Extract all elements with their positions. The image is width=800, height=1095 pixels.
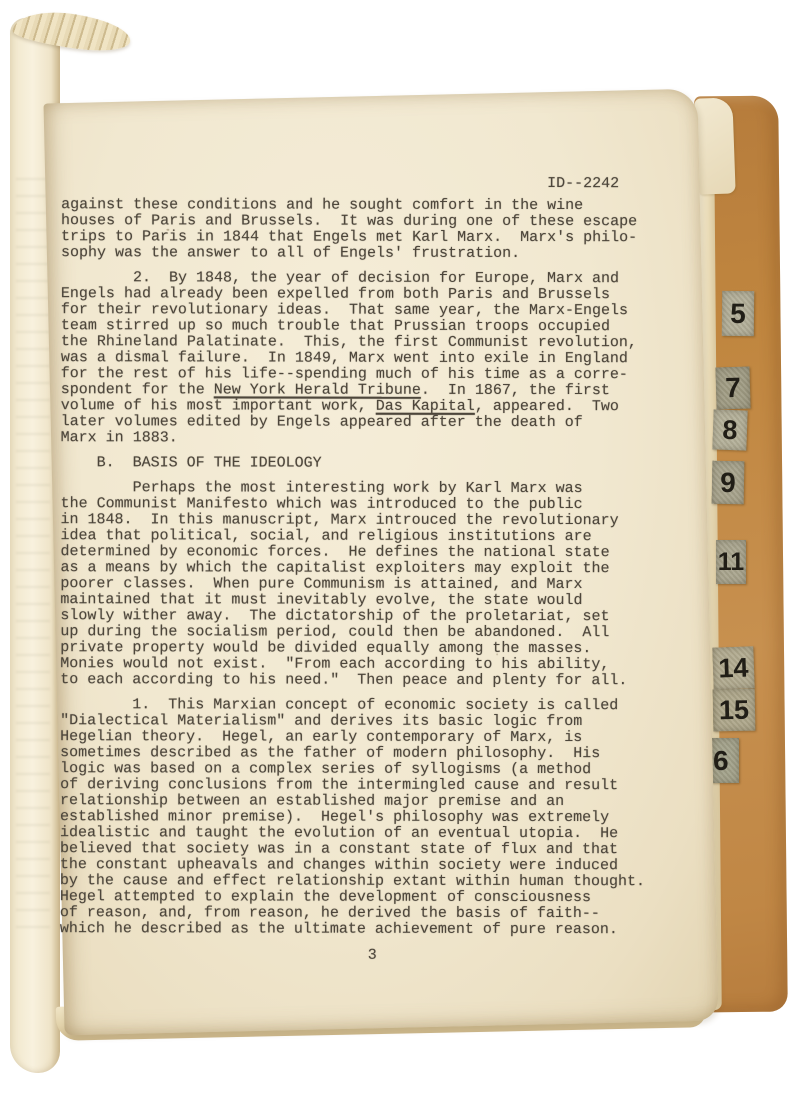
index-tab: 9 (712, 461, 745, 505)
typed-line: slowly wither away. The dictatorship of the proletariat, set (60, 607, 610, 626)
index-tab: 14 (712, 646, 754, 689)
typed-line: for their revolutionary ideas. That same year, the Marx-Engels (60, 301, 629, 320)
typed-line: as a means by which the capitalist exploiters may exploit the (60, 559, 610, 578)
typed-text (60, 175, 693, 964)
typed-line: for the rest of his life--spending much of his time as a corre- (60, 365, 628, 384)
typed-blocks (60, 197, 693, 938)
typed-line: in 1848. In this manuscript, Marx introuced the revolutionary (60, 511, 619, 530)
typed-line: Hegel attempted to explain the development of consciousness (59, 888, 591, 907)
typed-line: volume of his most important work, Das Kapital, appeared. Two (60, 397, 619, 416)
typed-line: Perhaps the most interesting work by Karl Marx was (60, 479, 583, 498)
typed-line: houses of Paris and Brussels. It was during one of these escape (61, 212, 638, 231)
typed-line: "Dialectical Materialism" and derives its basic logic from (60, 712, 583, 731)
typed-line: by the cause and effect relationship extant within human thought. (59, 872, 646, 891)
typed-line: trips to Paris in 1844 that Engels met Karl Marx. Marx's philo- (61, 228, 638, 247)
typed-line: maintained that it must inevitably evolve, the state would (60, 591, 583, 610)
typed-line: relationship between an established major premise and an (60, 792, 565, 811)
page-number: 3 (367, 946, 377, 964)
index-tab: 7 (715, 367, 750, 410)
typed-line: established minor premise). Hegel's philosophy was extremely (60, 808, 610, 827)
typed-line: private property would be divided equally among the masses. (60, 639, 592, 658)
typed-line: to each according to his need." Then peace and plenty for all. (60, 671, 628, 690)
typed-line: sometimes described as the father of modern philosophy. His (60, 744, 601, 763)
index-tab: 15 (713, 689, 756, 732)
typed-line: of deriving conclusions from the intermingled cause and result (60, 776, 619, 795)
paragraph (61, 197, 693, 262)
underlined-title: New York Herald Tribune (213, 381, 421, 399)
index-tab-partial: 6 (710, 738, 739, 783)
underlined-title: Das Kapital (375, 397, 475, 415)
index-tab: 5 (722, 291, 754, 336)
back-page-corner (694, 97, 735, 194)
typed-line: was a dismal failure. In 1849, Marx went into exile in England (60, 349, 628, 368)
typed-line: 2. By 1848, the year of decision for Europe, Marx and (60, 269, 620, 288)
typed-line: Monies would not exist. "From each according to his ability, (60, 655, 610, 674)
typed-line: the Rhineland Palatinate. This, the first Communist revolution, (60, 333, 637, 352)
typed-line: the Communist Manifesto which was introduced to the public (60, 495, 583, 514)
typed-line: of reason, and, from reason, he derived the basis of faith-- (59, 904, 600, 923)
typed-line: against these conditions and he sought comfort in the wine (61, 196, 584, 215)
typed-line: later volumes edited by Engels appeared after the death of (60, 413, 583, 432)
typed-line: poorer classes. When pure Communism is attained, and Marx (60, 575, 583, 594)
document-page (44, 89, 719, 1036)
typed-line: idealistic and taught the evolution of an eventual utopia. He (59, 824, 619, 843)
typed-line: 1. This Marxian concept of economic society is called (60, 696, 619, 715)
index-tab: 11 (716, 540, 746, 584)
typed-line: team stirred up so much trouble that Prussian troops occupied (60, 317, 610, 336)
index-tab: 8 (712, 409, 747, 450)
typed-line: Engels had already been expelled from both Paris and Brussels (60, 285, 611, 304)
paragraph (61, 270, 693, 447)
typed-line: Marx in 1883. (60, 429, 178, 447)
typed-line: believed that society was in a constant state of flux and that (59, 840, 619, 859)
typed-line: up during the socialism period, could then be abandoned. All (60, 623, 610, 642)
paragraph (60, 480, 692, 689)
typed-line: sophy was the answer to all of Engels' frustration. (60, 244, 521, 262)
document-id: ID--2242 (547, 175, 620, 193)
typed-line: B. BASIS OF THE IDEOLOGY (60, 454, 322, 472)
typed-line: logic was based on a complex series of syllogisms (a method (60, 760, 592, 779)
typed-line: idea that political, social, and religious institutions are (60, 527, 592, 546)
typed-line: spondent for the New York Herald Tribune. In 1867, the first (60, 381, 610, 400)
typed-line: determined by economic forces. He defines the national state (60, 543, 610, 562)
typed-line: which he described as the ultimate achievement of pure reason. (59, 920, 618, 939)
paragraph (60, 697, 692, 938)
typed-line: Hegelian theory. Hegel, an early contemporary of Marx, is (60, 728, 583, 747)
section-heading (61, 455, 693, 472)
typed-line: the constant upheavals and changes within society were induced (59, 856, 619, 875)
